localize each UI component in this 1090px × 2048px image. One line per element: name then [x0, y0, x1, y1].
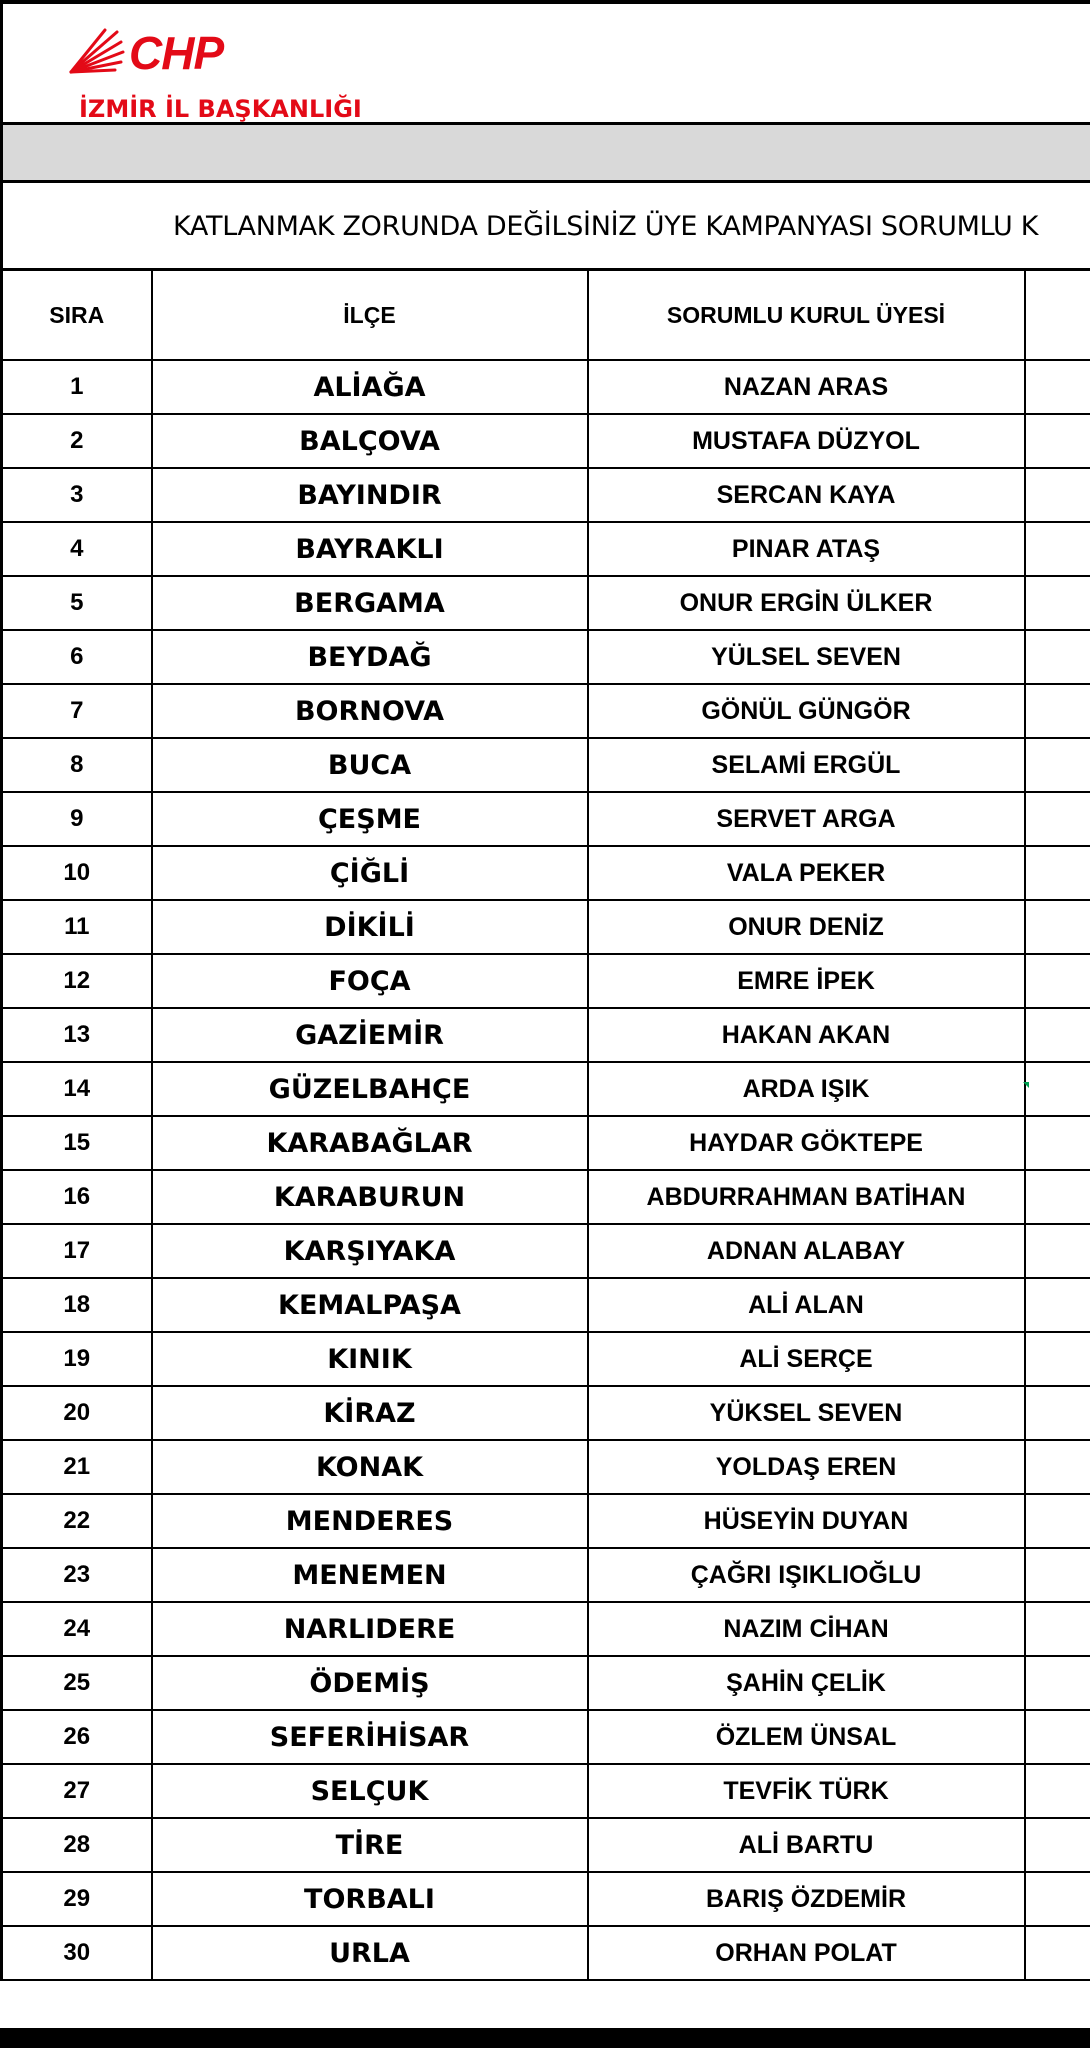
cell-sira: 29 — [2, 1872, 152, 1926]
cell-sira: 13 — [2, 1008, 152, 1062]
cell-uye: HÜSEYİN DUYAN — [588, 1494, 1025, 1548]
cell-sira: 11 — [2, 900, 152, 954]
cell-ilce: BUCA — [152, 738, 588, 792]
cell-uye: PINAR ATAŞ — [588, 522, 1025, 576]
cell-ilce: BAYINDIR — [152, 468, 588, 522]
cell-uye: ONUR ERGİN ÜLKER — [588, 576, 1025, 630]
cell-sira: 2 — [2, 414, 152, 468]
grey-band — [0, 125, 1090, 183]
cell-extra — [1025, 1818, 1090, 1872]
column-header-sira: SIRA — [2, 271, 152, 360]
table-header-row — [2, 271, 1090, 360]
cell-uye: HAKAN AKAN — [588, 1008, 1025, 1062]
cell-ilce: KARABAĞLAR — [152, 1116, 588, 1170]
cell-extra — [1025, 1116, 1090, 1170]
cell-uye: ABDURRAHMAN BATİHAN — [588, 1170, 1025, 1224]
responsibility-table — [0, 271, 1090, 1981]
cell-extra — [1025, 1440, 1090, 1494]
cell-ilce: BERGAMA — [152, 576, 588, 630]
cell-extra — [1025, 1224, 1090, 1278]
cell-ilce: URLA — [152, 1926, 588, 1980]
cell-extra — [1025, 738, 1090, 792]
chp-logo — [65, 28, 225, 88]
table-row — [2, 738, 1090, 792]
cell-sira: 3 — [2, 468, 152, 522]
table-row — [2, 1440, 1090, 1494]
cell-extra — [1025, 1656, 1090, 1710]
table-row — [2, 1116, 1090, 1170]
cell-extra — [1025, 792, 1090, 846]
cell-uye: NAZAN ARAS — [588, 360, 1025, 414]
cell-ilce: ÇİĞLİ — [152, 846, 588, 900]
header — [0, 0, 1090, 125]
cell-sira: 23 — [2, 1548, 152, 1602]
cell-sira: 20 — [2, 1386, 152, 1440]
cell-uye: SERCAN KAYA — [588, 468, 1025, 522]
cell-extra — [1025, 1872, 1090, 1926]
cell-uye: ALİ BARTU — [588, 1818, 1025, 1872]
subtitle: İZMİR İL BAŞKANLIĞI — [79, 95, 362, 123]
table-row — [2, 414, 1090, 468]
cell-extra — [1025, 1764, 1090, 1818]
table-row — [2, 900, 1090, 954]
title-row — [0, 183, 1090, 271]
table-row — [2, 684, 1090, 738]
cell-ilce: KİRAZ — [152, 1386, 588, 1440]
cell-uye: HAYDAR GÖKTEPE — [588, 1116, 1025, 1170]
cell-uye: MUSTAFA DÜZYOL — [588, 414, 1025, 468]
cell-extra — [1025, 1710, 1090, 1764]
cell-sira: 5 — [2, 576, 152, 630]
bottom-border — [0, 2028, 1090, 2048]
cell-sira: 7 — [2, 684, 152, 738]
cell-uye: YÜLSEL SEVEN — [588, 630, 1025, 684]
cell-extra — [1025, 900, 1090, 954]
cell-extra — [1025, 1062, 1090, 1116]
cell-sira: 21 — [2, 1440, 152, 1494]
cell-uye: GÖNÜL GÜNGÖR — [588, 684, 1025, 738]
cell-sira: 1 — [2, 360, 152, 414]
cell-ilce: BAYRAKLI — [152, 522, 588, 576]
table-row — [2, 1170, 1090, 1224]
table-row — [2, 1548, 1090, 1602]
cell-extra — [1025, 954, 1090, 1008]
cell-extra — [1025, 414, 1090, 468]
cell-extra — [1025, 1602, 1090, 1656]
cell-sira: 19 — [2, 1332, 152, 1386]
chp-arrows-icon — [65, 28, 125, 78]
table-row — [2, 1818, 1090, 1872]
document-title: KATLANMAK ZORUNDA DEĞİLSİNİZ ÜYE KAMPANYASI SORUMLU K — [173, 211, 1039, 242]
logo-text: CHP — [129, 27, 224, 79]
cell-ilce: KONAK — [152, 1440, 588, 1494]
table-row — [2, 1008, 1090, 1062]
cell-ilce: BEYDAĞ — [152, 630, 588, 684]
cell-uye: ALİ SERÇE — [588, 1332, 1025, 1386]
cell-extra — [1025, 1494, 1090, 1548]
cell-uye: SELAMİ ERGÜL — [588, 738, 1025, 792]
cell-ilce: NARLIDERE — [152, 1602, 588, 1656]
table-row — [2, 1872, 1090, 1926]
cell-uye: SERVET ARGA — [588, 792, 1025, 846]
cell-sira: 24 — [2, 1602, 152, 1656]
cell-ilce: KARABURUN — [152, 1170, 588, 1224]
cell-sira: 30 — [2, 1926, 152, 1980]
cell-ilce: BORNOVA — [152, 684, 588, 738]
cell-extra — [1025, 1548, 1090, 1602]
cell-uye: ARDA IŞIK — [588, 1062, 1025, 1116]
cell-uye: YOLDAŞ EREN — [588, 1440, 1025, 1494]
table-row — [2, 1710, 1090, 1764]
cell-extra — [1025, 576, 1090, 630]
cell-ilce: KEMALPAŞA — [152, 1278, 588, 1332]
column-header-extra — [1025, 271, 1090, 360]
cell-uye: TEVFİK TÜRK — [588, 1764, 1025, 1818]
cell-uye: BARIŞ ÖZDEMİR — [588, 1872, 1025, 1926]
cell-ilce: GAZİEMİR — [152, 1008, 588, 1062]
table-row — [2, 1062, 1090, 1116]
cell-extra — [1025, 1008, 1090, 1062]
cell-ilce: MENEMEN — [152, 1548, 588, 1602]
cell-extra — [1025, 468, 1090, 522]
cell-ilce: SEFERİHİSAR — [152, 1710, 588, 1764]
cell-sira: 6 — [2, 630, 152, 684]
cell-sira: 16 — [2, 1170, 152, 1224]
cell-extra — [1025, 1170, 1090, 1224]
table-row — [2, 576, 1090, 630]
cell-ilce: GÜZELBAHÇE — [152, 1062, 588, 1116]
table-row — [2, 522, 1090, 576]
cell-sira: 17 — [2, 1224, 152, 1278]
cell-ilce: MENDERES — [152, 1494, 588, 1548]
cell-extra — [1025, 1926, 1090, 1980]
cell-uye: ALİ ALAN — [588, 1278, 1025, 1332]
table-row — [2, 630, 1090, 684]
cell-ilce: ÖDEMİŞ — [152, 1656, 588, 1710]
column-header-ilce: İLÇE — [152, 271, 588, 360]
cell-ilce: KINIK — [152, 1332, 588, 1386]
cell-extra — [1025, 1278, 1090, 1332]
cell-uye: ADNAN ALABAY — [588, 1224, 1025, 1278]
cell-extra — [1025, 846, 1090, 900]
cell-uye: ÇAĞRI IŞIKLIOĞLU — [588, 1548, 1025, 1602]
cell-sira: 8 — [2, 738, 152, 792]
cell-sira: 27 — [2, 1764, 152, 1818]
cell-sira: 12 — [2, 954, 152, 1008]
cell-sira: 22 — [2, 1494, 152, 1548]
cell-uye: ORHAN POLAT — [588, 1926, 1025, 1980]
cell-ilce: SELÇUK — [152, 1764, 588, 1818]
column-header-uye: SORUMLU KURUL ÜYESİ — [588, 271, 1025, 360]
cell-ilce: BALÇOVA — [152, 414, 588, 468]
cell-ilce: ÇEŞME — [152, 792, 588, 846]
table-row — [2, 1278, 1090, 1332]
cell-extra — [1025, 360, 1090, 414]
cell-ilce: ALİAĞA — [152, 360, 588, 414]
cell-sira: 25 — [2, 1656, 152, 1710]
table-row — [2, 954, 1090, 1008]
cell-ilce: TORBALI — [152, 1872, 588, 1926]
cell-ilce: FOÇA — [152, 954, 588, 1008]
table-row — [2, 1224, 1090, 1278]
cell-extra — [1025, 522, 1090, 576]
cell-uye: ONUR DENİZ — [588, 900, 1025, 954]
table-row — [2, 1656, 1090, 1710]
table-row — [2, 1602, 1090, 1656]
table-row — [2, 1926, 1090, 1980]
table-row — [2, 1332, 1090, 1386]
table-row — [2, 468, 1090, 522]
table-row — [2, 1764, 1090, 1818]
cell-extra — [1025, 684, 1090, 738]
cell-uye: EMRE İPEK — [588, 954, 1025, 1008]
cell-uye: ÖZLEM ÜNSAL — [588, 1710, 1025, 1764]
cell-sira: 9 — [2, 792, 152, 846]
table-row — [2, 360, 1090, 414]
table-row — [2, 792, 1090, 846]
table-row — [2, 846, 1090, 900]
cell-uye: ŞAHİN ÇELİK — [588, 1656, 1025, 1710]
cell-ilce: TİRE — [152, 1818, 588, 1872]
cell-sira: 4 — [2, 522, 152, 576]
cell-uye: VALA PEKER — [588, 846, 1025, 900]
cell-uye: YÜKSEL SEVEN — [588, 1386, 1025, 1440]
cell-extra — [1025, 1386, 1090, 1440]
table-row — [2, 1494, 1090, 1548]
cell-ilce: DİKİLİ — [152, 900, 588, 954]
cell-sira: 28 — [2, 1818, 152, 1872]
cell-sira: 15 — [2, 1116, 152, 1170]
cell-uye: NAZIM CİHAN — [588, 1602, 1025, 1656]
cell-extra — [1025, 1332, 1090, 1386]
cell-sira: 14 — [2, 1062, 152, 1116]
cell-comment-marker — [1023, 1082, 1029, 1088]
cell-ilce: KARŞIYAKA — [152, 1224, 588, 1278]
cell-sira: 10 — [2, 846, 152, 900]
table-row — [2, 1386, 1090, 1440]
cell-sira: 18 — [2, 1278, 152, 1332]
cell-extra — [1025, 630, 1090, 684]
cell-sira: 26 — [2, 1710, 152, 1764]
